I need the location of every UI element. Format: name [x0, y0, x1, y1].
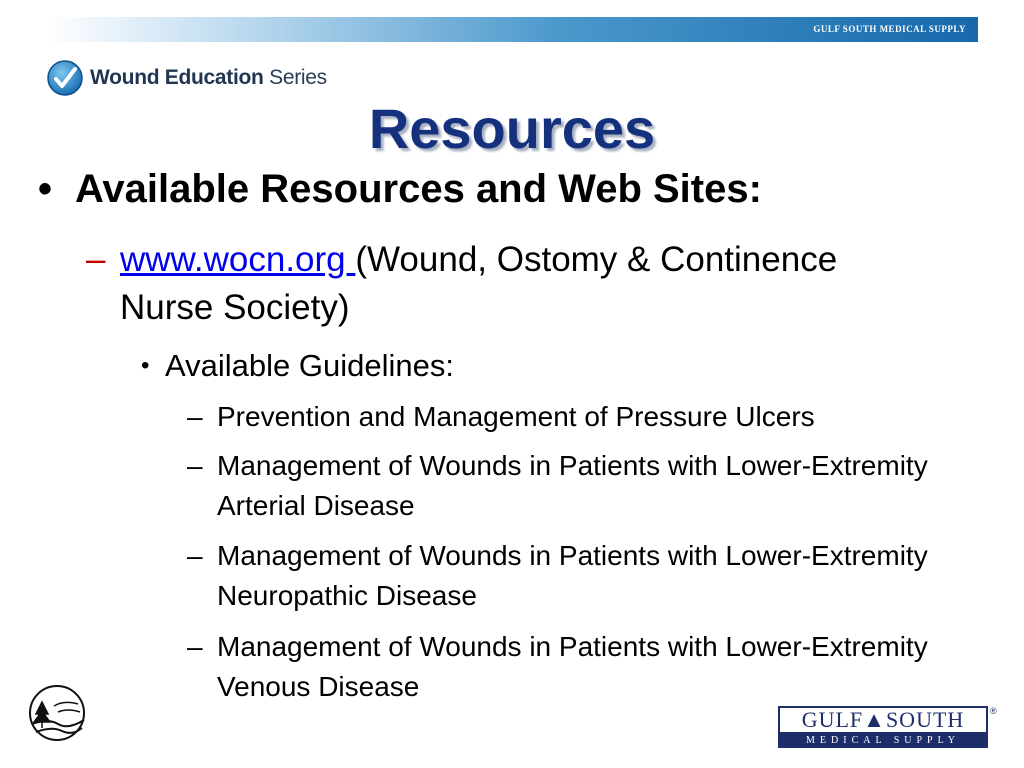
dash-marker: –: [187, 450, 203, 481]
guideline-text: Management of Wounds in Patients with Lower-Extremity Neuropathic Disease: [217, 540, 928, 611]
gulf-south-logo-top: GULF▲SOUTH: [778, 706, 988, 732]
brand-bar: [46, 17, 978, 42]
bullet-text: Available Resources and Web Sites:: [75, 167, 762, 211]
tree-landscape-logo-icon: [28, 684, 86, 747]
checkmark-circle-icon: [46, 59, 84, 97]
wocn-description: (Wound, Ostomy & Continence Nurse Society): [120, 240, 838, 327]
registered-mark: ®: [990, 706, 997, 716]
brand-bar-text: GULF SOUTH MEDICAL SUPPLY: [813, 24, 966, 34]
guideline-text: Prevention and Management of Pressure Ulcers: [217, 401, 815, 432]
gulf-south-logo-bottom: MEDICAL SUPPLY: [778, 732, 988, 748]
bullet-marker: •: [38, 167, 53, 211]
wocn-link[interactable]: www.wocn.org: [120, 240, 356, 279]
bullet-marker: •: [141, 352, 150, 379]
bullet-body: [120, 236, 840, 332]
wound-education-series-logo: [46, 59, 327, 97]
dash-marker: –: [187, 540, 203, 571]
gulf-south-logo: [778, 706, 999, 750]
guideline-text: Management of Wounds in Patients with Lower-Extremity Venous Disease: [217, 631, 928, 702]
slide-title: Resources: [368, 97, 656, 160]
dash-marker: –: [187, 631, 203, 662]
series-logo-bold: Wound Education: [90, 66, 264, 89]
bullet-text: Available Guidelines:: [165, 348, 454, 383]
guideline-text: Management of Wounds in Patients with Lower-Extremity Arterial Disease: [217, 450, 928, 521]
series-logo-light: Series: [263, 66, 327, 89]
dash-marker: –: [187, 401, 203, 432]
series-logo-text: [90, 66, 327, 90]
dash-marker: –: [86, 240, 106, 279]
